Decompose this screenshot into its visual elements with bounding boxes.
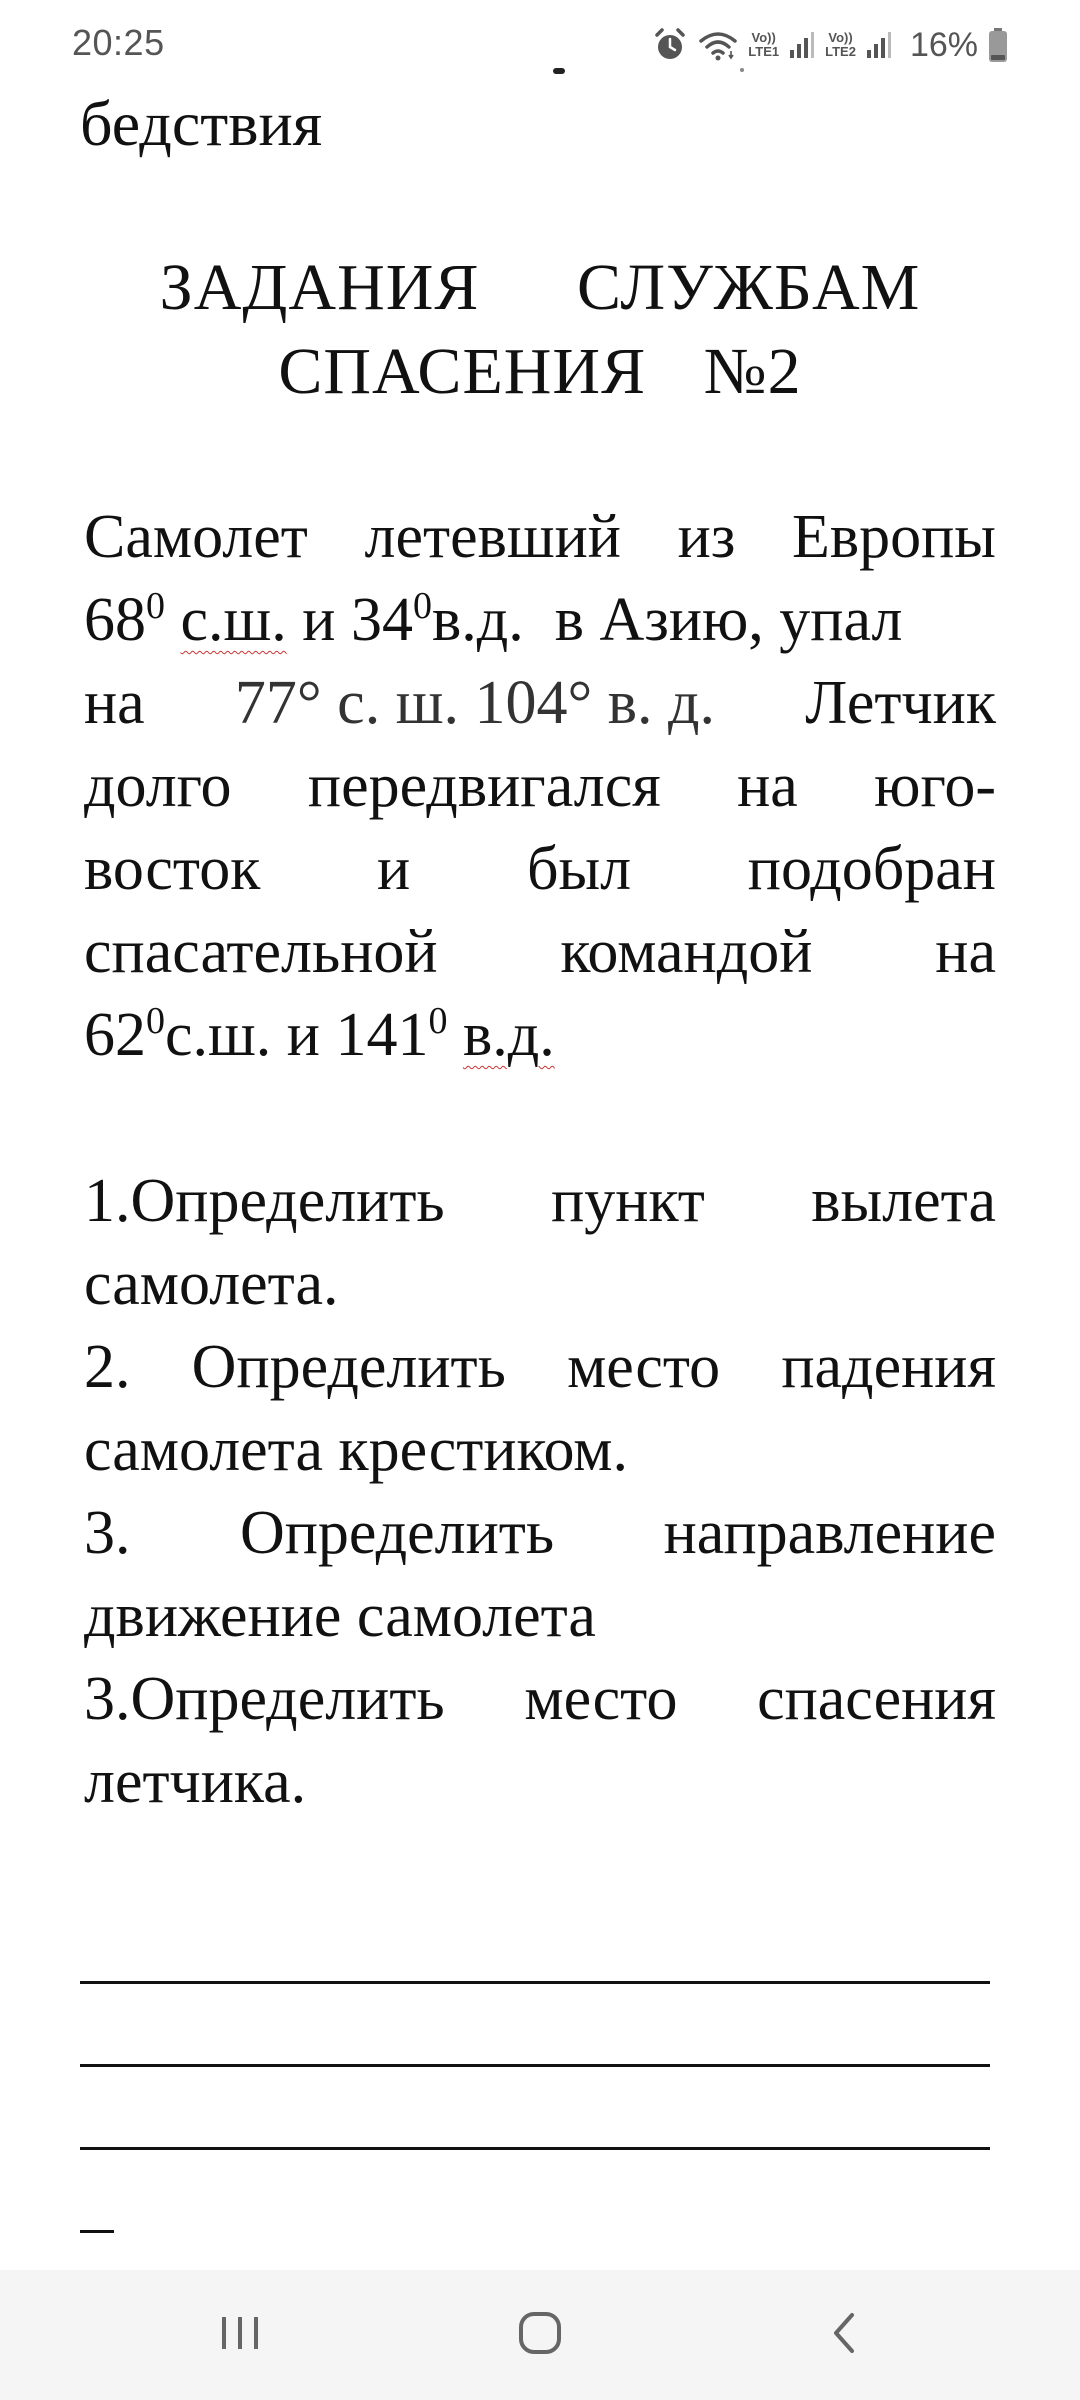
- status-bar: [0, 0, 1080, 90]
- document-title-line-1: ЗАДАНИЯ СЛУЖБАМ: [159, 251, 921, 324]
- paragraph-line: восток и был подобран: [84, 835, 996, 903]
- battery-percent: 16%: [909, 25, 978, 64]
- alarm-icon: [652, 27, 688, 63]
- task-line: летчика.: [84, 1748, 307, 1816]
- task-line: движение самолета: [84, 1582, 596, 1650]
- paragraph-line: спасательной командой на: [84, 918, 996, 986]
- sim1-network-label: Vo)) LTE1: [748, 30, 780, 59]
- answer-line: [80, 2064, 990, 2067]
- home-button[interactable]: [480, 2300, 600, 2370]
- answer-line: [80, 1981, 990, 1984]
- wifi-icon: [698, 27, 738, 63]
- sim2-network-label: Vo)) LTE2: [825, 30, 856, 59]
- recents-icon: [218, 2313, 262, 2358]
- answer-line: [80, 2147, 990, 2150]
- signal-icon: [789, 30, 815, 60]
- paragraph-line: на 77° с. ш. 104° в. д. Летчик: [84, 669, 996, 737]
- back-button[interactable]: [784, 2300, 904, 2370]
- task-line: 1.Определить пункт вылета: [84, 1167, 996, 1235]
- document-title-line-2: СПАСЕНИЯ №2: [278, 335, 802, 408]
- recents-button[interactable]: [180, 2300, 300, 2370]
- task-line: 3.Определить место спасения: [84, 1665, 996, 1733]
- paragraph-line: долго передвигался на юго-: [84, 752, 996, 820]
- status-time: 20:25: [72, 22, 165, 63]
- status-icons: [652, 18, 1008, 72]
- task-line: самолета крестиком.: [84, 1416, 629, 1484]
- task-line: 3. Определить направление: [84, 1499, 996, 1567]
- answer-line: [80, 2230, 114, 2233]
- battery-icon: [988, 27, 1008, 63]
- home-icon: [516, 2309, 564, 2362]
- previous-page-line: бедствия: [80, 88, 323, 159]
- back-icon: [826, 2309, 862, 2362]
- paragraph-line: Самолет летевший из Европы: [84, 503, 996, 571]
- paragraph-line: $68^0$ с.ш. и $34^0в.д$. в Азию, упал: [84, 585, 903, 654]
- navigation-bar: [0, 2270, 1080, 2400]
- task-line: самолета.: [84, 1250, 339, 1318]
- task-line: 2. Определить место падения: [84, 1333, 996, 1401]
- signal-icon: [866, 30, 892, 60]
- paragraph-line: $62^0с.ш$. и $141^0$ в.д.: [84, 1000, 555, 1069]
